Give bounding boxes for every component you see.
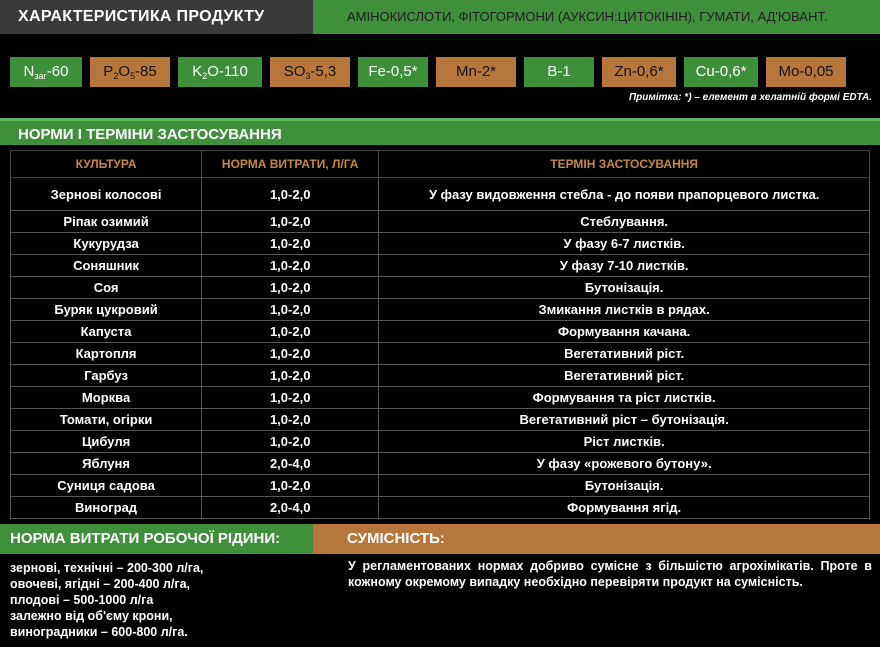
timing-cell: Формування ягід. (379, 497, 870, 519)
nutrient-badge: Cu-0,6* (684, 57, 758, 87)
table-row (11, 211, 870, 233)
table-row (11, 431, 870, 453)
crop-cell: Зернові колосові (11, 178, 202, 211)
nutrient-badge: Fe-0,5* (358, 57, 428, 87)
rate-cell: 1,0-2,0 (202, 233, 379, 255)
timing-cell: Бутонізація. (379, 277, 870, 299)
column-header-timing: ТЕРМІН ЗАСТОСУВАННЯ (379, 151, 870, 178)
table-row (11, 343, 870, 365)
nutrient-badge: Zn-0,6* (602, 57, 676, 87)
nutrient-badge: Mn-2* (436, 57, 516, 87)
rate-cell: 1,0-2,0 (202, 475, 379, 497)
rate-cell: 1,0-2,0 (202, 255, 379, 277)
timing-cell: Бутонізація. (379, 475, 870, 497)
nutrient-elements (10, 57, 846, 87)
rate-cell: 1,0-2,0 (202, 178, 379, 211)
table-row (11, 365, 870, 387)
timing-cell: Вегетативний ріст – бутонізація. (379, 409, 870, 431)
rate-cell: 2,0-4,0 (202, 497, 379, 519)
table-header-row (11, 151, 870, 178)
product-title: ХАРАКТЕРИСТИКА ПРОДУКТУ (0, 0, 313, 34)
timing-cell: Вегетативний ріст. (379, 365, 870, 387)
timing-cell: Ріст листків. (379, 431, 870, 453)
crop-cell: Соя (11, 277, 202, 299)
timing-cell: Формування та ріст листків. (379, 387, 870, 409)
table-row (11, 233, 870, 255)
rate-cell: 1,0-2,0 (202, 409, 379, 431)
rate-cell: 1,0-2,0 (202, 321, 379, 343)
crop-cell: Ріпак озимий (11, 211, 202, 233)
rate-cell: 1,0-2,0 (202, 431, 379, 453)
timing-cell: У фазу видовження стебла - до появи прапорцевого листка. (379, 178, 870, 211)
solution-rate-line: овочеві, ягідні – 200-400 л/га, (10, 577, 191, 591)
rate-cell: 1,0-2,0 (202, 299, 379, 321)
solution-rate-line: залежно від об'єму крони, (10, 609, 173, 623)
table-row (11, 387, 870, 409)
nutrient-badge: $SO_3-5,3$ (270, 57, 350, 87)
column-header-crop: КУЛЬТУРА (11, 151, 202, 178)
table-row (11, 178, 870, 211)
rate-cell: 1,0-2,0 (202, 387, 379, 409)
solution-rate-line: зернові, технічні – 200-300 л/га, (10, 561, 204, 575)
nutrient-badge: B-1 (524, 57, 594, 87)
norms-table (10, 150, 870, 519)
timing-cell: Формування качана. (379, 321, 870, 343)
timing-cell: У фазу «рожевого бутону». (379, 453, 870, 475)
crop-cell: Буряк цукровий (11, 299, 202, 321)
timing-cell: У фазу 7-10 листків. (379, 255, 870, 277)
column-header-rate: НОРМА ВИТРАТИ, Л/ГА (202, 151, 379, 178)
solution-rate-title: НОРМА ВИТРАТИ РОБОЧОЇ РІДИНИ: (0, 524, 313, 554)
timing-cell: Вегетативний ріст. (379, 343, 870, 365)
crop-cell: Виноград (11, 497, 202, 519)
table-row (11, 497, 870, 519)
compatibility-title: СУМІСНІСТЬ: (313, 524, 880, 554)
solution-rate-list (10, 560, 310, 640)
footnote: Примітка: *) – елемент в хелатній формі EDTA. (628, 92, 872, 103)
table-row (11, 277, 870, 299)
solution-rate-line: плодові – 500-1000 л/га (10, 593, 154, 607)
table-row (11, 321, 870, 343)
crop-cell: Яблуня (11, 453, 202, 475)
crop-cell: Капуста (11, 321, 202, 343)
crop-cell: Цибуля (11, 431, 202, 453)
table-row (11, 409, 870, 431)
crop-cell: Морква (11, 387, 202, 409)
nutrient-badge: $P_2O_5-85$ (90, 57, 170, 87)
rate-cell: 2,0-4,0 (202, 453, 379, 475)
table-row (11, 475, 870, 497)
timing-cell: Стеблування. (379, 211, 870, 233)
crop-cell: Картопля (11, 343, 202, 365)
table-row (11, 453, 870, 475)
solution-rate-line: виноградники – 600-800 л/га. (10, 625, 188, 639)
timing-cell: У фазу 6-7 листків. (379, 233, 870, 255)
rate-cell: 1,0-2,0 (202, 277, 379, 299)
rate-cell: 1,0-2,0 (202, 343, 379, 365)
crop-cell: Гарбуз (11, 365, 202, 387)
nutrient-badge: $N_{заг}-60$ (10, 57, 82, 87)
timing-cell: Змикання листків в рядах. (379, 299, 870, 321)
rate-cell: 1,0-2,0 (202, 365, 379, 387)
table-row (11, 255, 870, 277)
crop-cell: Томати, огірки (11, 409, 202, 431)
crop-cell: Кукурудза (11, 233, 202, 255)
compatibility-text: У регламентованих нормах добриво сумісне з більшістю агрохімікатів. Проте в кожному окремому випадку необхідно перевіряти продукт на сумісність. (348, 559, 872, 589)
crop-cell: Суниця садова (11, 475, 202, 497)
norms-section-title: НОРМИ І ТЕРМІНИ ЗАСТОСУВАННЯ (0, 118, 880, 145)
nutrient-badge: $K_2O-110$ (178, 57, 262, 87)
nutrient-badge: Mo-0,05 (766, 57, 846, 87)
product-header-bar (0, 0, 880, 34)
table-row (11, 299, 870, 321)
bottom-header-bar (0, 524, 880, 554)
product-composition: АМІНОКИСЛОТИ, ФІТОГОРМОНИ (АУКСИН:ЦИТОКІНІН), ГУМАТИ, АД'ЮВАНТ. (313, 0, 880, 34)
rate-cell: 1,0-2,0 (202, 211, 379, 233)
crop-cell: Соняшник (11, 255, 202, 277)
